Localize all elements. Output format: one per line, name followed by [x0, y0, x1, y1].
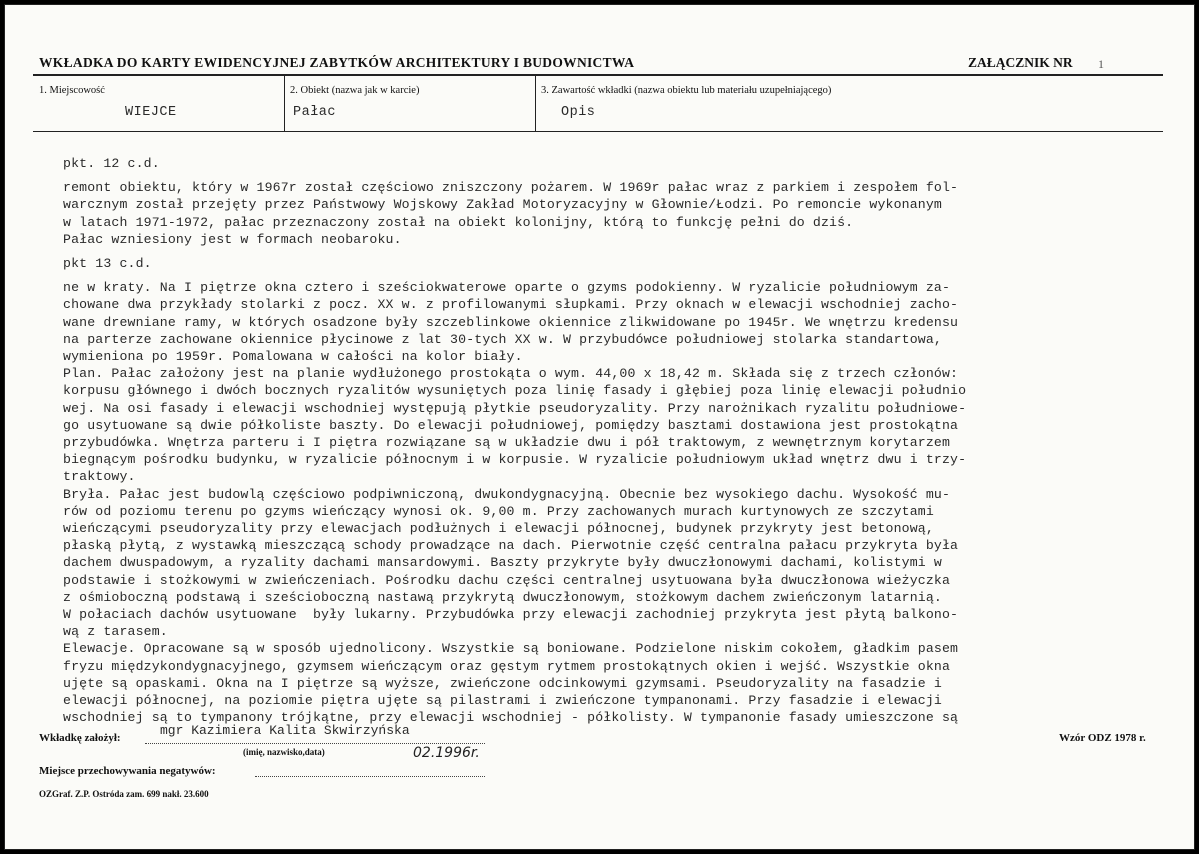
text-line: chowane dwa przykłady stolarki z pocz. XX w. z profilowanymi słupkami. Przy oknach w elewacji wschodniej zacho- — [63, 297, 959, 313]
header-rule — [33, 74, 1163, 76]
text-line: warcznym został przejęty przez Państwowy Wojskowy Zakład Motoryzacyjny w Głownie/Łodzi. Po remoncie wykonanym — [63, 197, 942, 213]
attachment-number: 1 — [1098, 57, 1104, 71]
text-line: wą z tarasem. — [63, 624, 168, 640]
printer-note: OZGraf. Z.P. Ostróda zam. 699 nakł. 23.600 — [39, 789, 209, 799]
author-value: mgr Kazimiera Kalita Skwirzyńska — [160, 723, 410, 738]
object-value: Pałac — [293, 105, 337, 120]
text-line: Plan. Pałac założony jest na planie wydłużonego prostokąta o wym. 44,00 x 18,42 m. Składa się z trzech członów: — [63, 366, 959, 382]
field-divider — [535, 75, 536, 132]
text-line: elewacji północnej, na poziomie piętra ujęte są pilastrami i zwieńczone tympanonami. Przy fasadzie i elewacji — [63, 693, 942, 709]
card-title: WKŁADKA DO KARTY EWIDENCYJNEJ ZABYTKÓW ARCHITEKTURY I BUDOWNICTWA — [39, 55, 635, 70]
text-line: W połaciach dachów usytuowane były lukarny. Przybudówka przy elewacji zachodniej przykryta jest płytą balkono- — [63, 607, 959, 623]
text-line: ujęte są opaskami. Okna na I piętrze są wyższe, zwieńczone odcinkowymi gzymsami. Pseudoryzality na fasadzie i — [63, 675, 942, 691]
fields-rule — [33, 131, 1163, 132]
text-line: pkt. 12 c.d. — [63, 156, 160, 171]
text-line: dachem dwuspadowym, a ryzality dachami mansardowymi. Baszty przykryte były dwuczłonowymi dachami, kolistymi w — [63, 555, 942, 571]
text-line: Bryła. Pałac jest budowlą częściowo podpiwniczoną, dwukondygnacyjną. Obecnie bez wysokiego dachu. Wysokość mu- — [63, 486, 951, 502]
record-card — [4, 4, 1195, 850]
text-line: biegnącym pośrodku budynku, w ryzalicie północnym i w korpusie. W ryzalicie południowym układ wnętrz dwu i trzy- — [63, 452, 967, 468]
author-line — [145, 743, 485, 744]
contents-label: 3. Zawartość wkładki (nazwa obiektu lub materiału uzupełniającego) — [541, 85, 832, 96]
text-line: w latach 1971-1972, pałac przeznaczony został na obiekt kolonijny, którą to funkcję pełni do dziś. — [63, 214, 854, 230]
text-line: wane drewniane ramy, w których osadzone były szczeblinkowe okiennice zlikwidowane po 1945r. We wnętrzu kredensu — [63, 314, 959, 330]
attachment-label: ZAŁĄCZNIK NR — [968, 55, 1073, 70]
text-line: pkt 13 c.d. — [63, 256, 152, 272]
date-value: 02.1996r. — [413, 745, 480, 761]
text-line: ne w kraty. Na I piętrze okna cztero i sześciokwaterowe oparte o gzyms podokienny. W ryzalicie południowym za- — [63, 280, 951, 296]
field-divider — [284, 75, 285, 132]
text-line: płaską płytą, z wystawką mieszczącą schody prowadzące na dach. Pierwotnie część centralna pałacu przykryta była — [63, 538, 959, 554]
text-line: fryzu międzykondygnacyjnego, gzymsem wieńczącym oraz gęstym rytmem prostokątnych okien i wejść. Wszystkie okna — [63, 658, 951, 674]
text-line: wej. Na osi fasady i elewacji wschodniej występują płytkie pseudoryzality. Przy narożnikach ryzalitu południowe- — [63, 400, 967, 416]
text-line: traktowy. — [63, 469, 136, 485]
locality-label: 1. Miejscowość — [39, 85, 105, 96]
storage-label: Miejsce przechowywania negatywów: — [39, 765, 216, 777]
author-hint: (imię, nazwisko,data) — [243, 747, 325, 757]
text-line: Elewacje. Opracowane są w sposób ujednolicony. Wszystkie są boniowane. Podzielone niskim cokołem, gładkim pasem — [63, 641, 959, 657]
author-label: Wkładkę założył: — [39, 732, 121, 744]
locality-value: WIEJCE — [125, 105, 177, 120]
text-line: remont obiektu, który w 1967r został częściowo zniszczony pożarem. W 1969r pałac wraz z parkiem i zespołem fol- — [63, 180, 959, 196]
text-line — [63, 272, 1193, 279]
text-line — [63, 172, 1193, 179]
object-label: 2. Obiekt (nazwa jak w karcie) — [290, 85, 420, 96]
storage-line — [255, 776, 485, 777]
text-line: z ośmioboczną podstawą i sześcioboczną nastawą przykrytą dwuczłonowym, stożkowym dachem zwieńczonym latarnią. — [63, 589, 942, 605]
text-line: na parterze zachowane okiennice płycinowe z lat 30-tych XX w. W przybudówce południowej stolarka standartowa, — [63, 331, 942, 347]
text-line: Pałac wzniesiony jest w formach neobaroku. — [63, 231, 402, 247]
description-text — [63, 155, 1193, 727]
text-line: go usytuowane są dwie półkoliste baszty. Do elewacji południowej, pomiędzy basztami dostawiona jest prostokątna — [63, 417, 959, 433]
form-label: Wzór ODZ 1978 r. — [1059, 732, 1146, 744]
text-line: podstawie i stożkowymi w zwieńczeniach. Pośrodku dachu części centralnej usytuowana była dwuczłonowa wieżyczka — [63, 572, 951, 588]
text-line: przybudówka. Wnętrza parteru i I piętra rozwiązane są w układzie dwu i pół traktowym, z wewnętrznym korytarzem — [63, 435, 951, 451]
text-line — [63, 248, 1193, 255]
text-line: wymieniona po 1959r. Pomalowana w całości na kolor biały. — [63, 349, 523, 365]
text-line: wschodniej są to tympanony trójkątne, przy elewacji wschodniej - półkolisty. W tympanonie fasady umieszczone są — [63, 710, 959, 726]
text-line: wieńczącymi pseudoryzality przy elewacjach podłużnych i elewacji północnej, budynek przykryty jest betonową, — [63, 521, 934, 537]
text-line: korpusu głównego i dwóch bocznych ryzalitów wysuniętych poza linię fasady i głębiej poza linię elewacji południo — [63, 383, 967, 399]
text-line: rów od poziomu terenu po gzyms wieńczący wynosi ok. 9,00 m. Przy zachowanych murach kurtynowych ze szczytami — [63, 503, 934, 519]
contents-value: Opis — [561, 105, 596, 120]
